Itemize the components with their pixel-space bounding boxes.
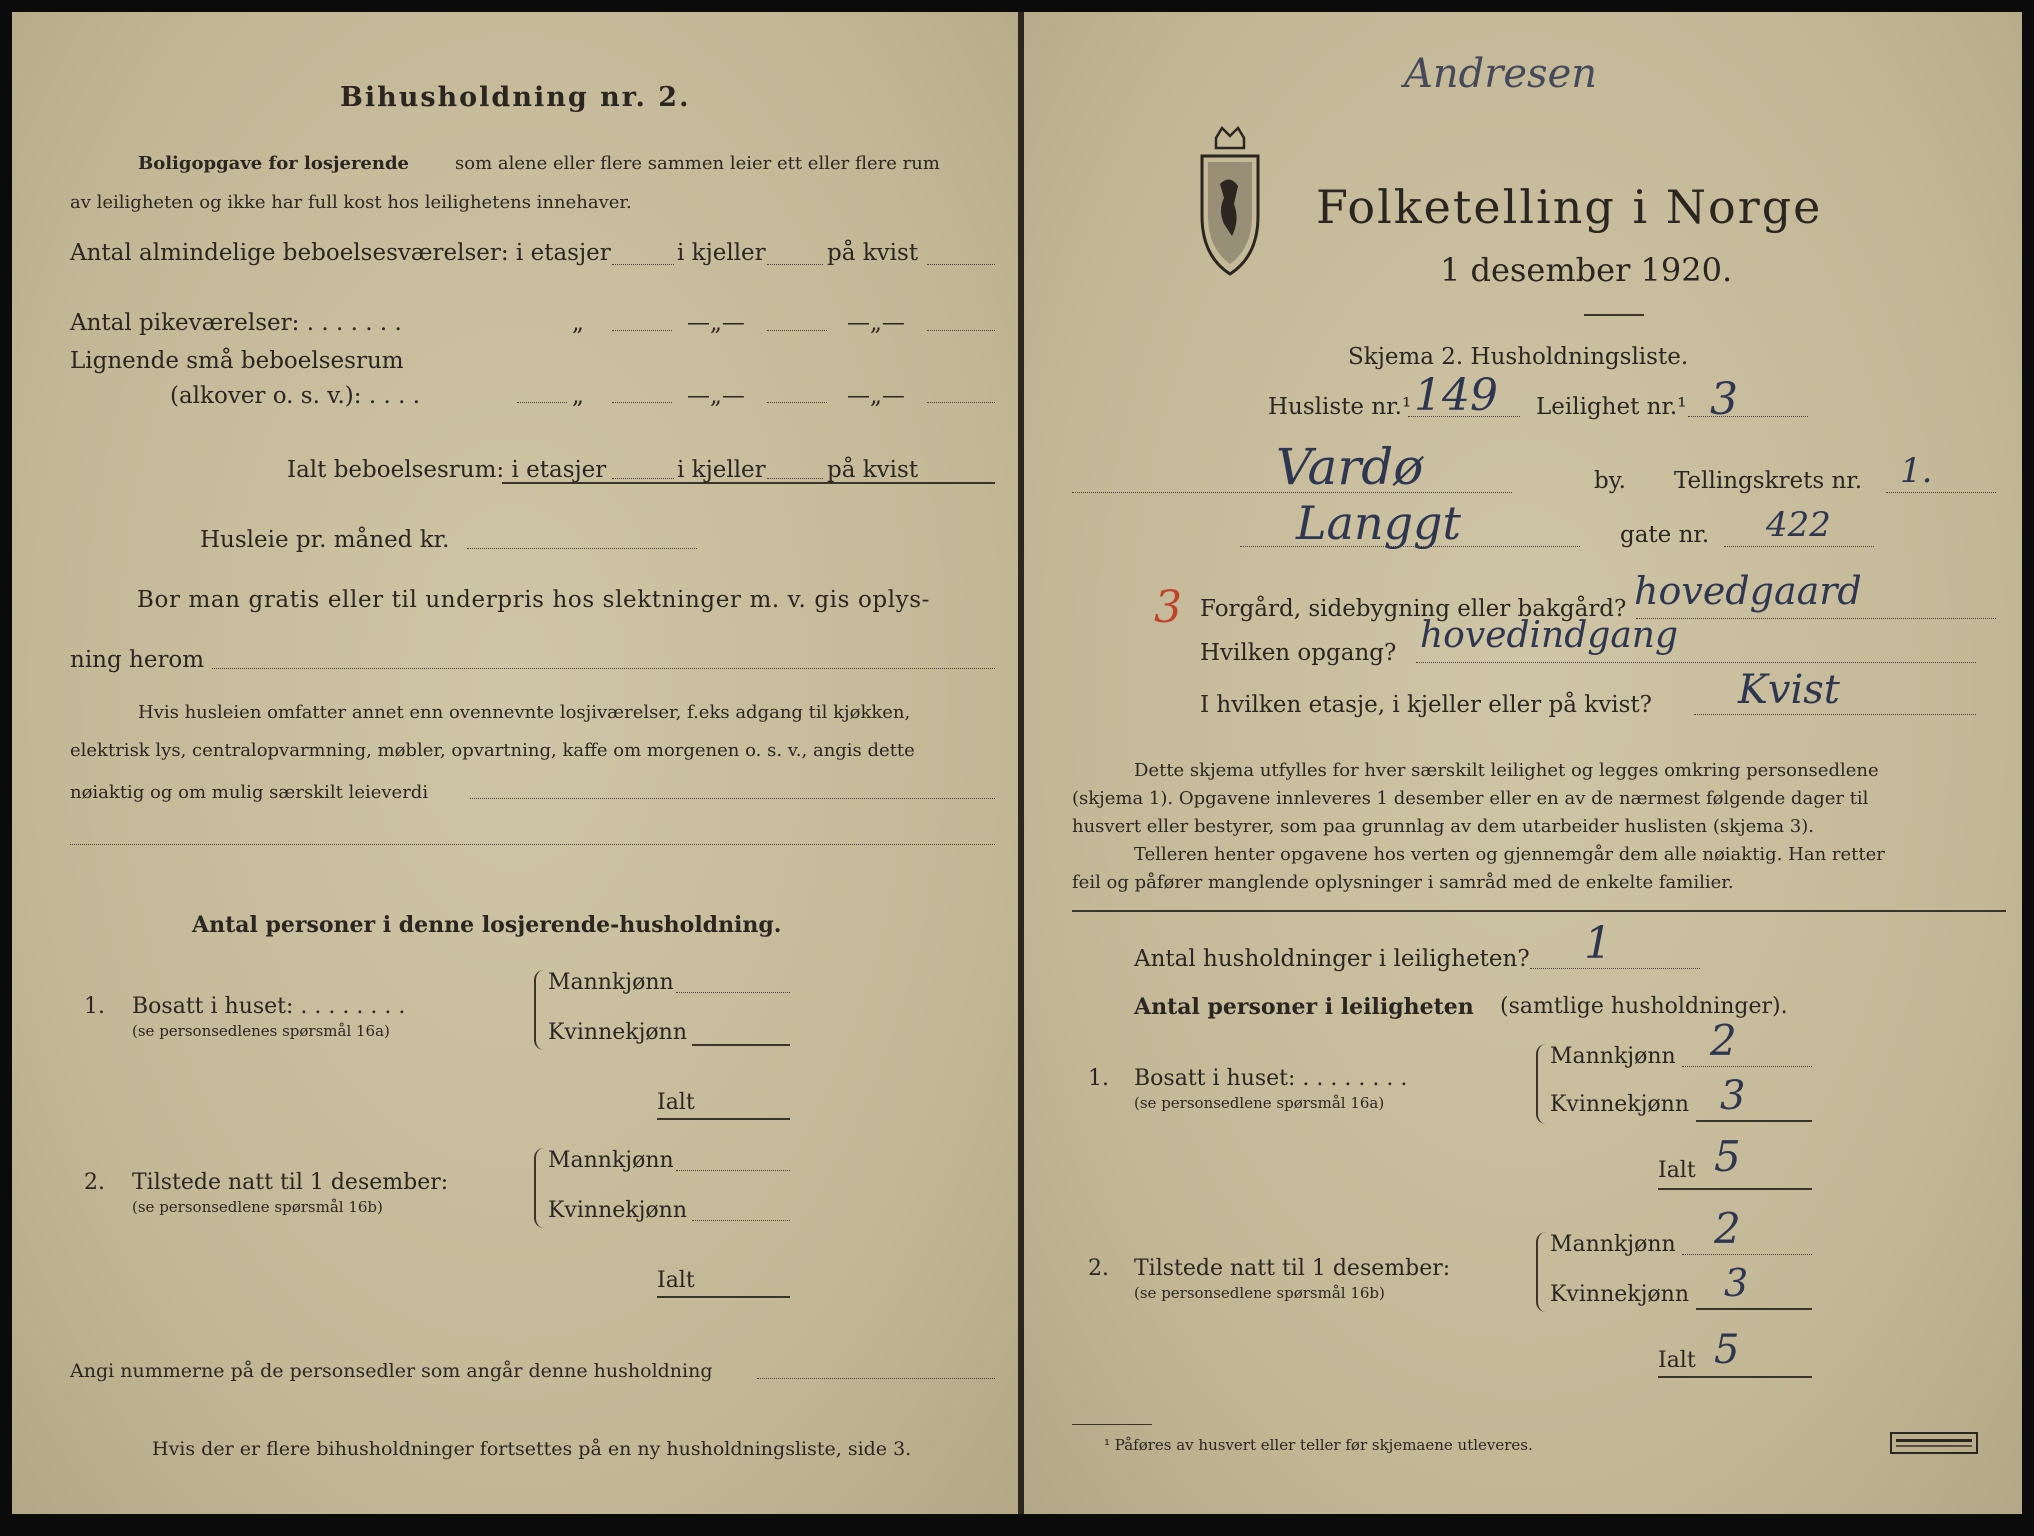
- left-q2-total-line: [657, 1296, 790, 1298]
- left-q2-female-label: Kvinnekjønn: [548, 1198, 687, 1223]
- numbers-line: [757, 1378, 995, 1379]
- forgard-value: hovedgaard: [1634, 569, 1862, 613]
- right-q2-male-label: Mannkjønn: [1550, 1232, 1676, 1257]
- right-title: Folketelling i Norge: [1316, 180, 1823, 234]
- rent-label: Husleie pr. måned kr.: [200, 527, 450, 553]
- free-text-2: ning herom: [70, 647, 205, 673]
- incl-text-1: Hvis husleien omfatter annet enn ovennevnte losjiværelser, f.eks adgang til kjøkken,: [138, 702, 911, 723]
- left-title: Bihusholdning nr. 2.: [340, 82, 691, 113]
- right-q1-total-value: 5: [1714, 1132, 1741, 1181]
- right-q1-sub: (se personsedlene spørsmål 16a): [1134, 1094, 1385, 1112]
- right-q1-male-label: Mannkjønn: [1550, 1044, 1676, 1069]
- q-opgang-label: Hvilken opgang?: [1200, 640, 1397, 666]
- free-text-line: [212, 668, 995, 669]
- small-line-1: [612, 402, 672, 403]
- city-line: [1072, 492, 1512, 493]
- left-q2-brace: [534, 1148, 548, 1228]
- instruction-divider: [1072, 910, 2006, 912]
- total-rooms-underline: [502, 482, 995, 484]
- rooms-cellar-line: [767, 264, 823, 265]
- husliste-label: Husliste nr.¹: [1268, 394, 1412, 420]
- left-page: [12, 12, 1018, 1514]
- left-q2-male-label: Mannkjønn: [548, 1148, 674, 1173]
- maid-line-1: [612, 330, 672, 331]
- gate-line: [1724, 546, 1874, 547]
- maid-line-3: [927, 330, 995, 331]
- small-rooms-label-1: Lignende små beboelsesrum: [70, 348, 404, 374]
- left-q2-female-line: [692, 1220, 790, 1221]
- left-q1-female-line: [692, 1044, 790, 1046]
- right-date: 1 desember 1920.: [1440, 251, 1733, 289]
- right-q1-female-value: 3: [1720, 1073, 1746, 1119]
- city-value: Vardø: [1276, 438, 1424, 496]
- forgard-line: [1636, 618, 1996, 619]
- total-rooms-label: Ialt beboelsesrum: i etasjer: [287, 457, 607, 483]
- left-q2-total-label: Ialt: [657, 1268, 695, 1293]
- etasje-value: Kvist: [1738, 667, 1840, 713]
- left-q1-female-label: Kvinnekjønn: [548, 1020, 687, 1045]
- right-q1-female-label: Kvinnekjønn: [1550, 1092, 1689, 1117]
- right-q1-female-line: [1696, 1120, 1812, 1122]
- left-q1-male-label: Mannkjønn: [548, 970, 674, 995]
- maid-ditto-1: „: [572, 310, 584, 336]
- small-line-2: [767, 402, 827, 403]
- maid-line-2: [767, 330, 827, 331]
- left-q1-brace: [534, 970, 548, 1050]
- left-q1-number: 1.: [84, 994, 105, 1019]
- small-ditto-1: „: [572, 383, 584, 409]
- opgang-value: hovedindgang: [1420, 615, 1679, 656]
- krets-label: Tellingskrets nr.: [1674, 468, 1863, 494]
- krets-value: 1.: [1900, 451, 1933, 491]
- right-q2-sub: (se personsedlene spørsmål 16b): [1134, 1284, 1385, 1302]
- intro-line-2: av leiligheten og ikke har full kost hos leilighetens innehaver.: [70, 192, 632, 213]
- rent-line: [467, 548, 697, 549]
- right-q1-total-line: [1658, 1188, 1812, 1190]
- right-q2-total-label: Ialt: [1658, 1348, 1696, 1373]
- right-q1-brace: [1536, 1044, 1550, 1124]
- numbers-label: Angi nummerne på de personsedler som angår denne husholdning: [70, 1360, 713, 1382]
- right-q1-male-value: 2: [1710, 1016, 1737, 1065]
- instruction-3: husvert eller bestyrer, som paa grunnlag av dem utarbeider huslisten (skjema 3).: [1072, 816, 1814, 837]
- q-forgard-label: Forgård, sidebygning eller bakgård?: [1200, 596, 1627, 622]
- right-q2-male-line: [1682, 1254, 1812, 1255]
- right-q2-brace: [1536, 1232, 1550, 1312]
- total-rooms-attic: på kvist: [827, 457, 919, 483]
- left-q1-total-line: [657, 1118, 790, 1120]
- small-ditto-3: —„—: [847, 383, 905, 409]
- footnote-rule: [1072, 1424, 1152, 1425]
- right-q1-label: Bosatt i huset: . . . . . . . .: [1134, 1066, 1408, 1091]
- left-q2-male-line: [676, 1170, 790, 1171]
- left-q2-label: Tilstede natt til 1 desember:: [132, 1170, 449, 1195]
- right-q2-female-value: 3: [1724, 1261, 1749, 1305]
- small-line-3: [927, 402, 995, 403]
- margin-mark: 3: [1154, 582, 1182, 633]
- rooms-etasjer-line: [612, 264, 674, 265]
- households-value: 1: [1584, 918, 1612, 969]
- coat-of-arms-icon: [1194, 124, 1266, 284]
- q-etasje-label: I hvilken etasje, i kjeller eller på kvist?: [1200, 692, 1652, 718]
- right-q2-number: 2.: [1088, 1256, 1109, 1281]
- small-rooms-label-2: (alkover o. s. v.): . . . .: [170, 383, 421, 409]
- right-q1-total-label: Ialt: [1658, 1158, 1696, 1183]
- left-q2-sub: (se personsedlene spørsmål 16b): [132, 1198, 383, 1216]
- rooms-attic-label: på kvist: [827, 240, 919, 266]
- incl-line-1: [470, 798, 995, 799]
- maid-ditto-2: —„—: [687, 310, 745, 336]
- street-line: [1240, 546, 1580, 547]
- instruction-5: feil og påfører manglende oplysninger i samråd med de enkelte familier.: [1072, 872, 1734, 893]
- right-page: [1024, 12, 2022, 1514]
- instruction-1: Dette skjema utfylles for hver særskilt leilighet og legges omkring personsedlene: [1134, 760, 1879, 781]
- incl-text-2: elektrisk lys, centralopvarmning, møbler, opvartning, kaffe om morgenen o. s. v., angis dette: [70, 740, 915, 761]
- incl-text-3: nøiaktig og om mulig særskilt leieverdi: [70, 782, 429, 803]
- right-q2-total-line: [1658, 1376, 1812, 1378]
- right-q2-female-line: [1696, 1308, 1812, 1310]
- leilighet-value: 3: [1710, 374, 1738, 425]
- rooms-label: Antal almindelige beboelsesværelser: i etasjer: [70, 240, 611, 266]
- right-persons-bold: Antal personer i leiligheten: [1134, 994, 1474, 1020]
- right-q2-female-label: Kvinnekjønn: [1550, 1282, 1689, 1307]
- right-persons-rest: (samtlige husholdninger).: [1500, 994, 1788, 1019]
- continue-note: Hvis der er flere bihusholdninger fortsettes på en ny husholdningsliste, side 3.: [152, 1438, 912, 1460]
- gate-value: 422: [1766, 505, 1831, 545]
- header-handwritten: Andresen: [1404, 51, 1598, 97]
- husliste-value: 149: [1414, 370, 1498, 421]
- right-q2-label: Tilstede natt til 1 desember:: [1134, 1256, 1451, 1281]
- left-q2-number: 2.: [84, 1170, 105, 1195]
- left-q1-sub: (se personsedlenes spørsmål 16a): [132, 1022, 390, 1040]
- maid-ditto-3: —„—: [847, 310, 905, 336]
- krets-line: [1886, 492, 1996, 493]
- rooms-attic-line: [927, 264, 995, 265]
- leilighet-line: [1688, 416, 1808, 417]
- small-line-0: [517, 402, 567, 403]
- footnote-text: ¹ Påføres av husvert eller teller før skjemaene utleveres.: [1104, 1436, 1533, 1454]
- total-rooms-etasjer-line: [612, 478, 674, 479]
- households-label: Antal husholdninger i leiligheten?: [1134, 946, 1530, 972]
- gate-label: gate nr.: [1620, 522, 1710, 548]
- instruction-2: (skjema 1). Opgavene innleveres 1 desember eller en av de nærmest følgende dager til: [1072, 788, 1869, 809]
- maid-rooms-label: Antal pikeværelser: . . . . . . .: [70, 310, 402, 336]
- intro-rest: som alene eller flere sammen leier ett eller flere rum: [455, 153, 940, 174]
- street-value: Langgt: [1296, 496, 1461, 550]
- rooms-cellar-label: i kjeller: [677, 240, 766, 266]
- instruction-4: Telleren henter opgavene hos verten og gjennemgår dem alle nøiaktig. Han retter: [1134, 844, 1885, 865]
- leilighet-label: Leilighet nr.¹: [1536, 394, 1687, 420]
- left-q1-total-label: Ialt: [657, 1090, 695, 1115]
- left-q1-male-line: [676, 992, 790, 993]
- right-q1-male-line: [1682, 1066, 1812, 1067]
- small-ditto-2: —„—: [687, 383, 745, 409]
- left-persons-heading: Antal personer i denne losjerende-husholdning.: [192, 912, 782, 938]
- total-rooms-cellar-line: [767, 478, 823, 479]
- right-q2-total-value: 5: [1714, 1327, 1740, 1373]
- by-label: by.: [1594, 468, 1626, 494]
- households-line: [1530, 968, 1700, 969]
- incl-line-2: [70, 844, 995, 845]
- printer-stamp-icon: [1890, 1432, 1978, 1454]
- left-q1-label: Bosatt i huset: . . . . . . . .: [132, 994, 406, 1019]
- right-q1-number: 1.: [1088, 1066, 1109, 1091]
- right-q2-male-value: 2: [1714, 1204, 1741, 1253]
- opgang-line: [1416, 662, 1976, 663]
- intro-bold: Boligopgave for losjerende: [138, 153, 410, 174]
- date-underline: [1584, 314, 1644, 316]
- total-rooms-cellar: i kjeller: [677, 457, 766, 483]
- etasje-line: [1694, 714, 1976, 715]
- free-text-1: Bor man gratis eller til underpris hos slektninger m. v. gis oplys-: [137, 587, 931, 613]
- husliste-line: [1408, 416, 1520, 417]
- schema-label: Skjema 2. Husholdningsliste.: [1348, 344, 1689, 370]
